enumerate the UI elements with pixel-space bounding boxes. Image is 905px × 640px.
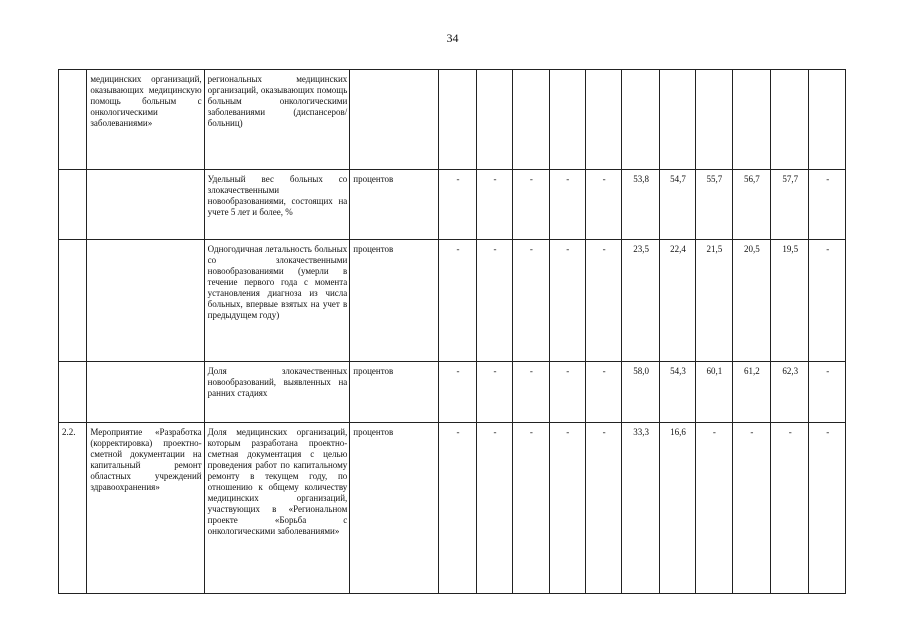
value-cell: -: [476, 362, 512, 423]
indicator-cell: Доля злокачественных новообразований, выявленных на ранних стадиях: [204, 362, 350, 423]
event-cell: медицинских организаций, оказывающих медицинскую помощь больным с онкологическими заболеваниями»: [87, 70, 204, 170]
value-cell: -: [585, 240, 621, 362]
value-cell: 57,7: [771, 170, 809, 240]
value-cell: 21,5: [696, 240, 732, 362]
value-cell: 60,1: [696, 362, 732, 423]
event-cell: [87, 240, 204, 362]
value-cell: [513, 70, 549, 170]
value-cell: 55,7: [696, 170, 732, 240]
value-cell: -: [513, 240, 549, 362]
value-cell: [622, 70, 659, 170]
unit-cell: [350, 70, 439, 170]
indicators-table: [58, 69, 846, 594]
value-cell: -: [809, 423, 846, 594]
value-cell: [696, 70, 732, 170]
table-row: [59, 170, 846, 240]
value-cell: -: [549, 170, 585, 240]
value-cell: -: [732, 423, 770, 594]
value-cell: 33,3: [622, 423, 659, 594]
value-cell: -: [771, 423, 809, 594]
value-cell: 62,3: [771, 362, 809, 423]
value-cell: -: [809, 240, 846, 362]
value-cell: -: [439, 170, 476, 240]
table-row: [59, 362, 846, 423]
row-number-cell: [59, 170, 87, 240]
indicator-cell: Доля медицинских организаций, которым разработана проектно-сметная документация с целью проведения работ по капитальному ремонту в текущем году, по отношению к общему количеству медицинских организаций, участвующих в «Региональном проекте «Борьба с онкологическими заболеваниями»: [204, 423, 350, 594]
value-cell: -: [476, 170, 512, 240]
unit-cell: процентов: [350, 240, 439, 362]
value-cell: [585, 70, 621, 170]
value-cell: -: [439, 362, 476, 423]
row-number-cell: [59, 240, 87, 362]
value-cell: [659, 70, 695, 170]
event-cell: [87, 170, 204, 240]
value-cell: [732, 70, 770, 170]
indicator-cell: региональных медицинских организаций, оказывающих помощь больным онкологическими заболеваниями (диспансеров/больниц): [204, 70, 350, 170]
value-cell: -: [549, 423, 585, 594]
value-cell: -: [513, 423, 549, 594]
value-cell: -: [513, 362, 549, 423]
row-number-cell: [59, 70, 87, 170]
value-cell: -: [549, 240, 585, 362]
value-cell: 61,2: [732, 362, 770, 423]
value-cell: 20,5: [732, 240, 770, 362]
value-cell: [476, 70, 512, 170]
value-cell: -: [439, 240, 476, 362]
unit-cell: процентов: [350, 170, 439, 240]
value-cell: [809, 70, 846, 170]
value-cell: 58,0: [622, 362, 659, 423]
value-cell: [439, 70, 476, 170]
table-row: [59, 423, 846, 594]
value-cell: -: [585, 362, 621, 423]
table-row: [59, 240, 846, 362]
unit-cell: процентов: [350, 423, 439, 594]
value-cell: -: [809, 362, 846, 423]
value-cell: 54,3: [659, 362, 695, 423]
value-cell: -: [476, 240, 512, 362]
value-cell: -: [513, 170, 549, 240]
value-cell: [771, 70, 809, 170]
value-cell: -: [696, 423, 732, 594]
value-cell: -: [549, 362, 585, 423]
value-cell: 16,6: [659, 423, 695, 594]
value-cell: -: [476, 423, 512, 594]
value-cell: 19,5: [771, 240, 809, 362]
value-cell: -: [809, 170, 846, 240]
row-number-cell: 2.2.: [59, 423, 87, 594]
value-cell: 53,8: [622, 170, 659, 240]
indicator-cell: Одногодичная летальность больных со злокачественными новообразованиями (умерли в течение первого года с момента установления диагноза из числа больных, впервые взятых на учет в предыдущем году): [204, 240, 350, 362]
value-cell: -: [439, 423, 476, 594]
event-cell: Мероприятие «Разработка (корректировка) проектно-сметной документации на капитальный ремонт областных учреждений здравоохранения»: [87, 423, 204, 594]
table-row: [59, 70, 846, 170]
table-body: [59, 70, 846, 594]
value-cell: 22,4: [659, 240, 695, 362]
value-cell: -: [585, 170, 621, 240]
unit-cell: процентов: [350, 362, 439, 423]
value-cell: 56,7: [732, 170, 770, 240]
row-number-cell: [59, 362, 87, 423]
value-cell: 23,5: [622, 240, 659, 362]
event-cell: [87, 362, 204, 423]
indicator-cell: Удельный вес больных со злокачественными новообразованиями, состоящих на учете 5 лет и более, %: [204, 170, 350, 240]
value-cell: -: [585, 423, 621, 594]
page-number: 34: [446, 31, 459, 45]
value-cell: 54,7: [659, 170, 695, 240]
value-cell: [549, 70, 585, 170]
